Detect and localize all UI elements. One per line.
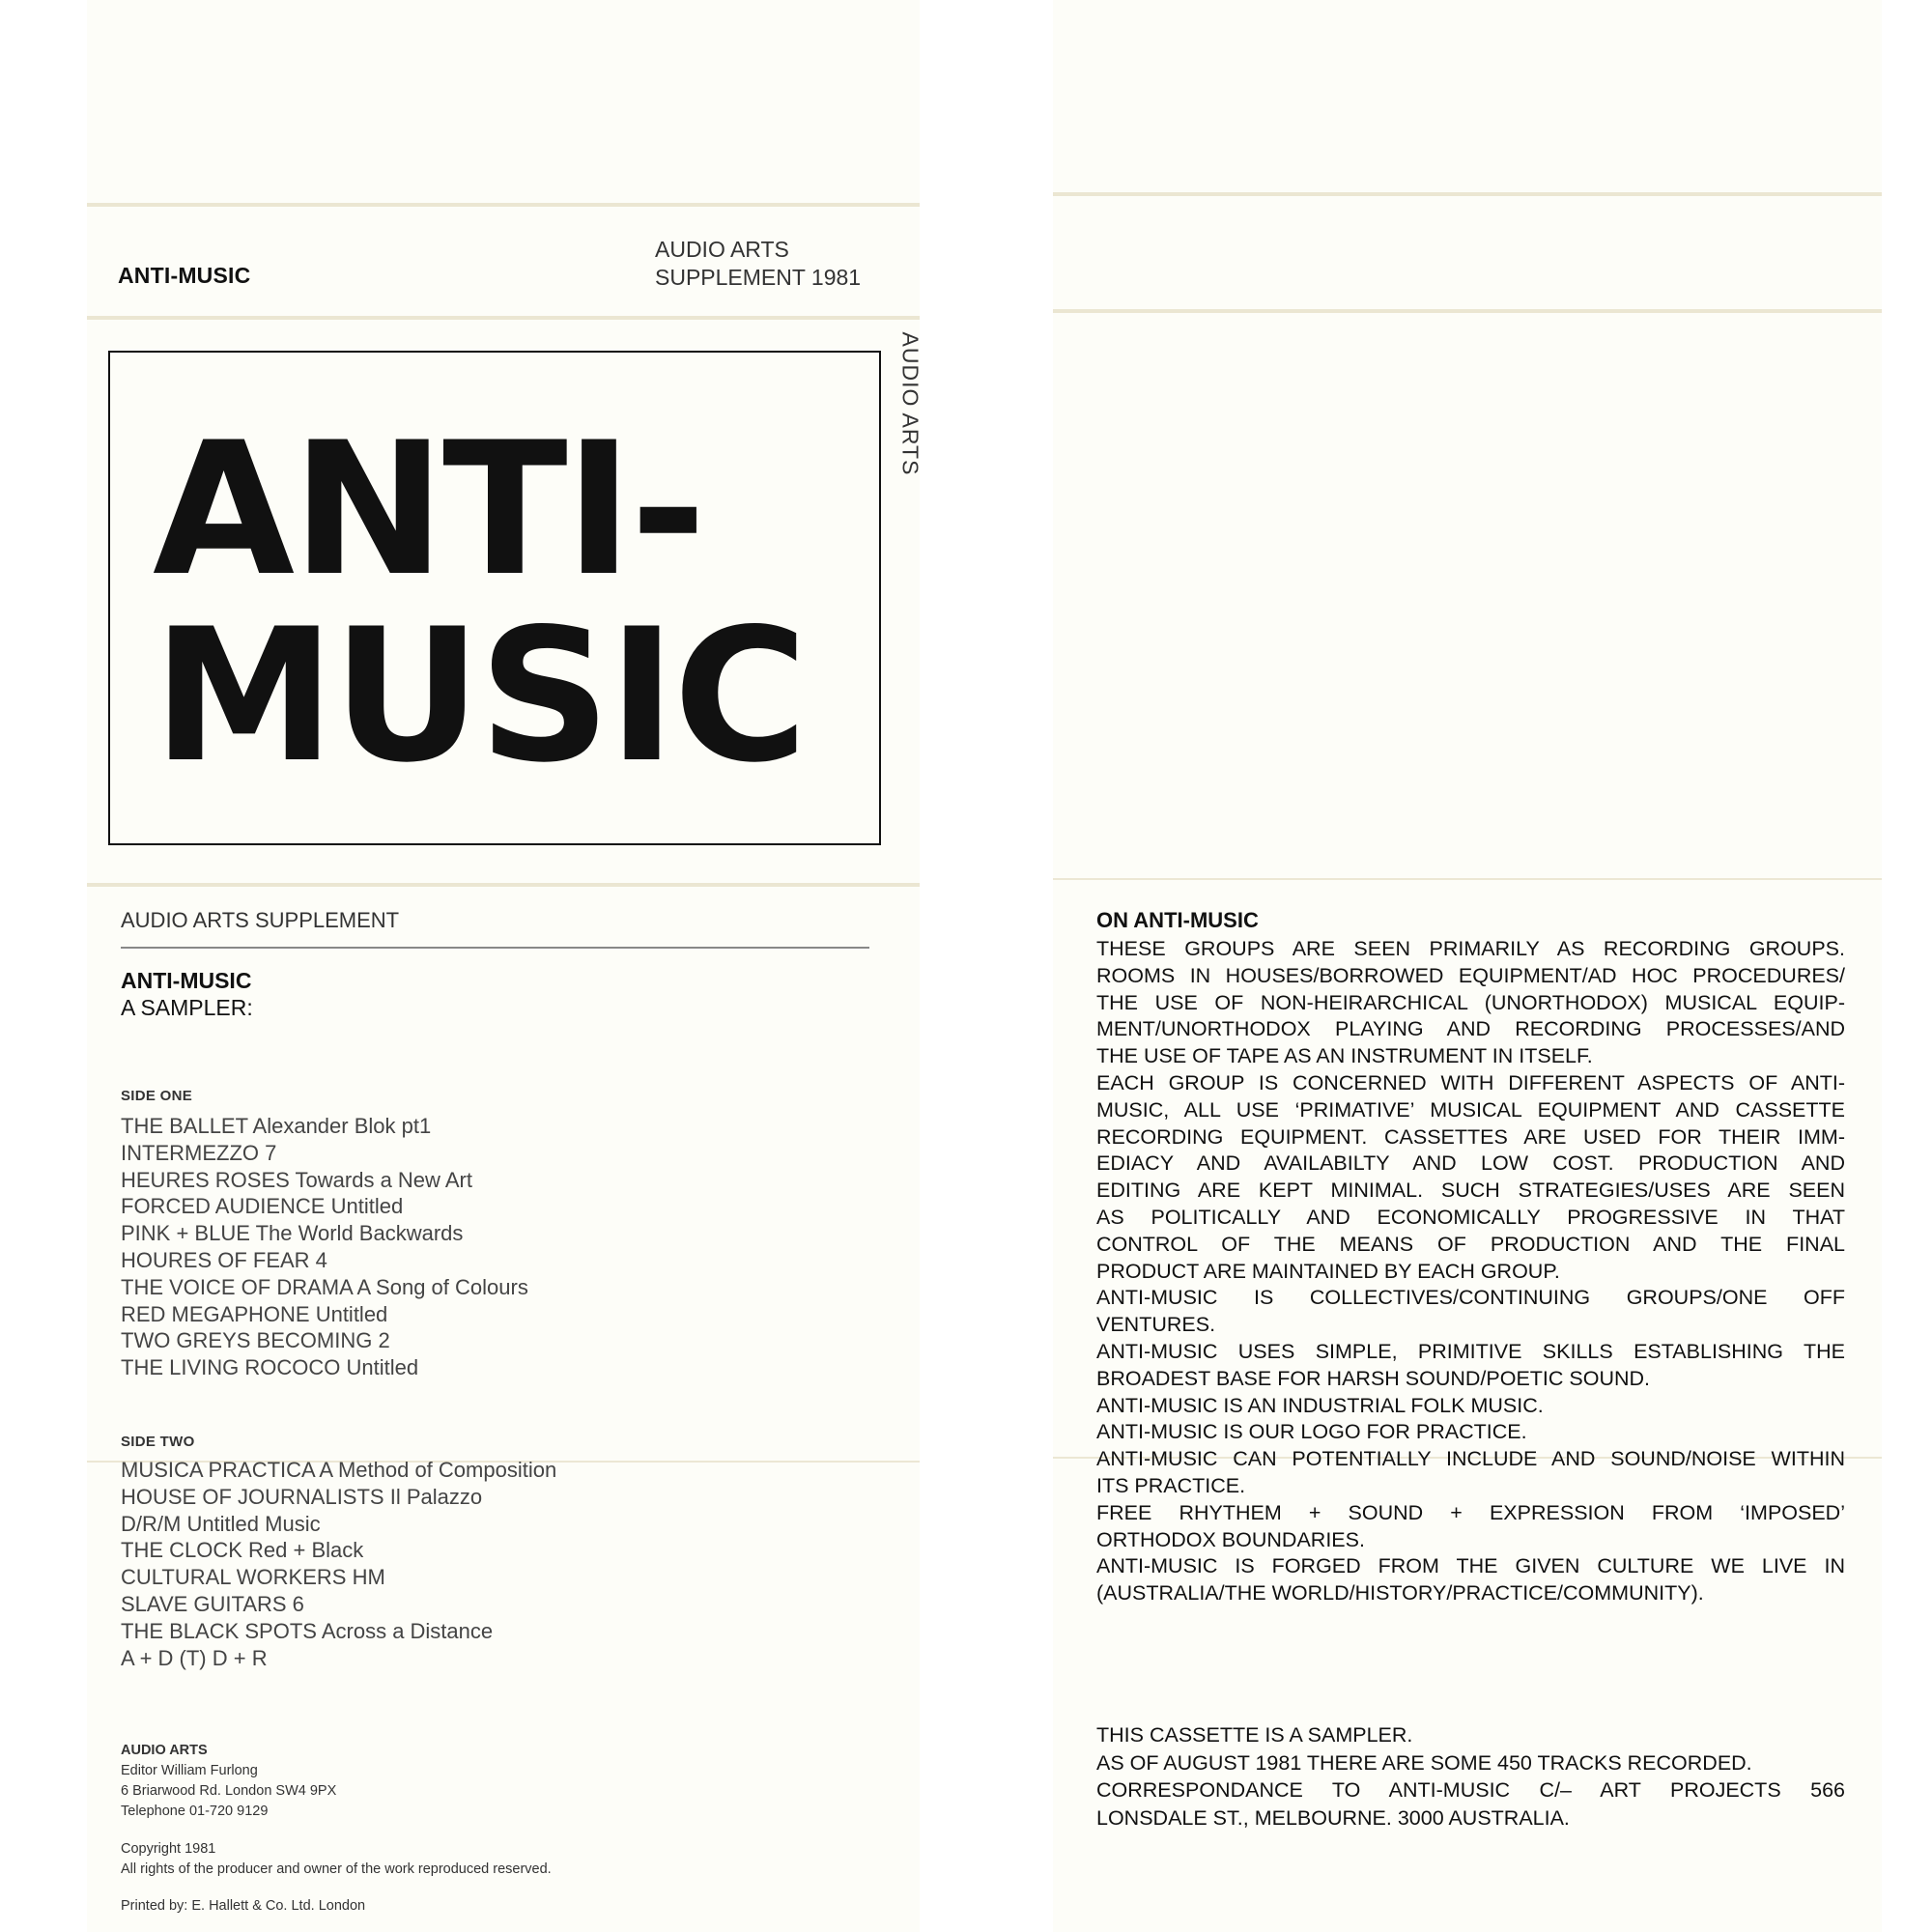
track-item: INTERMEZZO 7 bbox=[121, 1140, 277, 1165]
essay-line: ANTI-MUSIC IS COLLECTIVES/CONTINUING GROUPS/ONE OFF bbox=[1096, 1286, 1845, 1310]
track-item: THE BALLET Alexander Blok pt1 bbox=[121, 1114, 432, 1138]
essay-line: AS POLITICALLY AND ECONOMICALLY PROGRESSIVE IN THAT bbox=[1096, 1205, 1845, 1229]
track-item: A + D (T) D + R bbox=[121, 1645, 268, 1670]
copyright-notice: Copyright 1981 bbox=[121, 1841, 216, 1857]
essay-line: EACH GROUP IS CONCERNED WITH DIFFERENT ASPECTS OF ANTI- bbox=[1096, 1070, 1845, 1094]
track-item: THE LIVING ROCOCO Untitled bbox=[121, 1355, 419, 1380]
insert-divider bbox=[121, 947, 869, 949]
track-item: MUSICA PRACTICA A Method of Composition bbox=[121, 1458, 557, 1482]
cover-title-box bbox=[108, 351, 881, 845]
essay-line: THE USE OF TAPE AS AN INSTRUMENT IN ITSELF. bbox=[1096, 1044, 1593, 1068]
jcard-back-panel bbox=[1053, 0, 1882, 1932]
essay-line: MENT/UNORTHODOX PLAYING AND RECORDING PROCESSES/AND bbox=[1096, 1017, 1845, 1041]
essay-line: FREE RHYTHEM + SOUND + EXPRESSION FROM ‘IMPOSED’ bbox=[1096, 1500, 1845, 1524]
track-item: TWO GREYS BECOMING 2 bbox=[121, 1328, 390, 1353]
publisher-address: 6 Briarwood Rd. London SW4 9PX bbox=[121, 1783, 337, 1799]
essay-title: ON ANTI-MUSIC bbox=[1096, 908, 1259, 932]
essay-line: EDITING ARE KEPT MINIMAL. SUCH STRATEGIES/USES ARE SEEN bbox=[1096, 1179, 1845, 1203]
cassette-notes bbox=[1096, 1721, 1845, 1832]
essay-line: CONTROL OF THE MEANS OF PRODUCTION AND THE FINAL bbox=[1096, 1232, 1845, 1256]
side-one-tracklist bbox=[121, 1113, 528, 1381]
essay-line: THE USE OF NON-HEIRARCHICAL (UNORTHODOX) MUSICAL EQUIP- bbox=[1096, 990, 1845, 1014]
cover-vertical-label: AUDIO ARTS bbox=[897, 331, 923, 476]
spine-supplement: AUDIO ARTS SUPPLEMENT 1981 bbox=[655, 237, 862, 290]
publisher-phone: Telephone 01-720 9129 bbox=[121, 1804, 269, 1819]
fold-line bbox=[1053, 309, 1882, 313]
fold-line bbox=[87, 883, 920, 887]
essay-line: ORTHODOX BOUNDARIES. bbox=[1096, 1527, 1365, 1551]
essay-line: PRODUCT ARE MAINTAINED BY EACH GROUP. bbox=[1096, 1259, 1560, 1283]
notes-line: THIS CASSETTE IS A SAMPLER. bbox=[1096, 1723, 1413, 1747]
track-item: SLAVE GUITARS 6 bbox=[121, 1591, 304, 1616]
essay-line: VENTURES. bbox=[1096, 1313, 1216, 1337]
essay-line: BROADEST BASE FOR HARSH SOUND/POETIC SOUND. bbox=[1096, 1366, 1651, 1390]
publisher-name: AUDIO ARTS bbox=[121, 1743, 208, 1758]
notes-line: AS OF AUGUST 1981 THERE ARE SOME 450 TRACKS RECORDED. bbox=[1096, 1750, 1752, 1775]
fold-line bbox=[87, 203, 920, 207]
rights-notice: All rights of the producer and owner of the work reproduced reserved. bbox=[121, 1861, 552, 1877]
fold-line bbox=[1053, 878, 1882, 880]
essay-line: ANTI-MUSIC IS AN INDUSTRIAL FOLK MUSIC. bbox=[1096, 1393, 1544, 1417]
track-item: FORCED AUDIENCE Untitled bbox=[121, 1194, 404, 1219]
track-item: RED MEGAPHONE Untitled bbox=[121, 1301, 388, 1326]
essay-line: MUSIC, ALL USE ‘PRIMATIVE’ MUSICAL EQUIPMENT AND CASSETTE bbox=[1096, 1097, 1845, 1122]
essay-line: ANTI-MUSIC IS FORGED FROM THE GIVEN CULTURE WE LIVE IN bbox=[1096, 1554, 1845, 1578]
fold-line bbox=[1053, 192, 1882, 196]
sampler-subtitle: A SAMPLER: bbox=[121, 995, 253, 1020]
essay-line: ITS PRACTICE. bbox=[1096, 1473, 1246, 1497]
essay-line: RECORDING EQUIPMENT. CASSETTES ARE USED FOR THEIR IMM- bbox=[1096, 1124, 1845, 1149]
essay-line: ROOMS IN HOUSES/BORROWED EQUIPMENT/AD HOC PROCEDURES/ bbox=[1096, 963, 1845, 987]
side-two-label: SIDE TWO bbox=[121, 1434, 195, 1450]
track-item: THE BLACK SPOTS Across a Distance bbox=[121, 1618, 494, 1643]
essay-line: ANTI-MUSIC IS OUR LOGO FOR PRACTICE. bbox=[1096, 1420, 1527, 1444]
spine-title: ANTI-MUSIC bbox=[118, 263, 251, 288]
track-item: THE CLOCK Red + Black bbox=[121, 1538, 364, 1563]
track-item: HEURES ROSES Towards a New Art bbox=[121, 1167, 472, 1192]
essay-line: (AUSTRALIA/THE WORLD/HISTORY/PRACTICE/COMMUNITY). bbox=[1096, 1581, 1704, 1605]
essay-line: EDIACY AND AVAILABILTY AND LOW COST. PRODUCTION AND bbox=[1096, 1151, 1845, 1176]
track-item: D/R/M Untitled Music bbox=[121, 1511, 321, 1536]
track-item: HOUSE OF JOURNALISTS Il Palazzo bbox=[121, 1484, 483, 1509]
side-two-tracklist bbox=[121, 1457, 556, 1671]
track-item: CULTURAL WORKERS HM bbox=[121, 1565, 385, 1590]
insert-header: AUDIO ARTS SUPPLEMENT bbox=[121, 908, 400, 932]
sampler-title: ANTI-MUSIC bbox=[121, 968, 252, 993]
fold-line bbox=[87, 316, 920, 320]
cover-title: ANTI- MUSIC bbox=[153, 403, 806, 803]
notes-line: LONSDALE ST., MELBOURNE. 3000 AUSTRALIA. bbox=[1096, 1805, 1570, 1830]
essay-line: THESE GROUPS ARE SEEN PRIMARILY AS RECORDING GROUPS. bbox=[1096, 937, 1845, 960]
essay-line: ANTI-MUSIC CAN POTENTIALLY INCLUDE AND SOUND/NOISE WITHIN bbox=[1096, 1447, 1845, 1471]
printer-credit: Printed by: E. Hallett & Co. Ltd. London bbox=[121, 1898, 366, 1914]
essay-body bbox=[1096, 936, 1845, 1607]
side-one-label: SIDE ONE bbox=[121, 1088, 193, 1104]
track-item: PINK + BLUE The World Backwards bbox=[121, 1221, 464, 1246]
track-item: HOURES OF FEAR 4 bbox=[121, 1247, 327, 1272]
track-item: THE VOICE OF DRAMA A Song of Colours bbox=[121, 1274, 528, 1299]
essay-line: ANTI-MUSIC USES SIMPLE, PRIMITIVE SKILLS ESTABLISHING THE bbox=[1096, 1339, 1845, 1363]
publisher-editor: Editor William Furlong bbox=[121, 1763, 258, 1778]
jcard-front-panel bbox=[87, 0, 923, 1932]
notes-line: CORRESPONDANCE TO ANTI-MUSIC C/– ART PROJECTS 566 bbox=[1096, 1778, 1845, 1802]
